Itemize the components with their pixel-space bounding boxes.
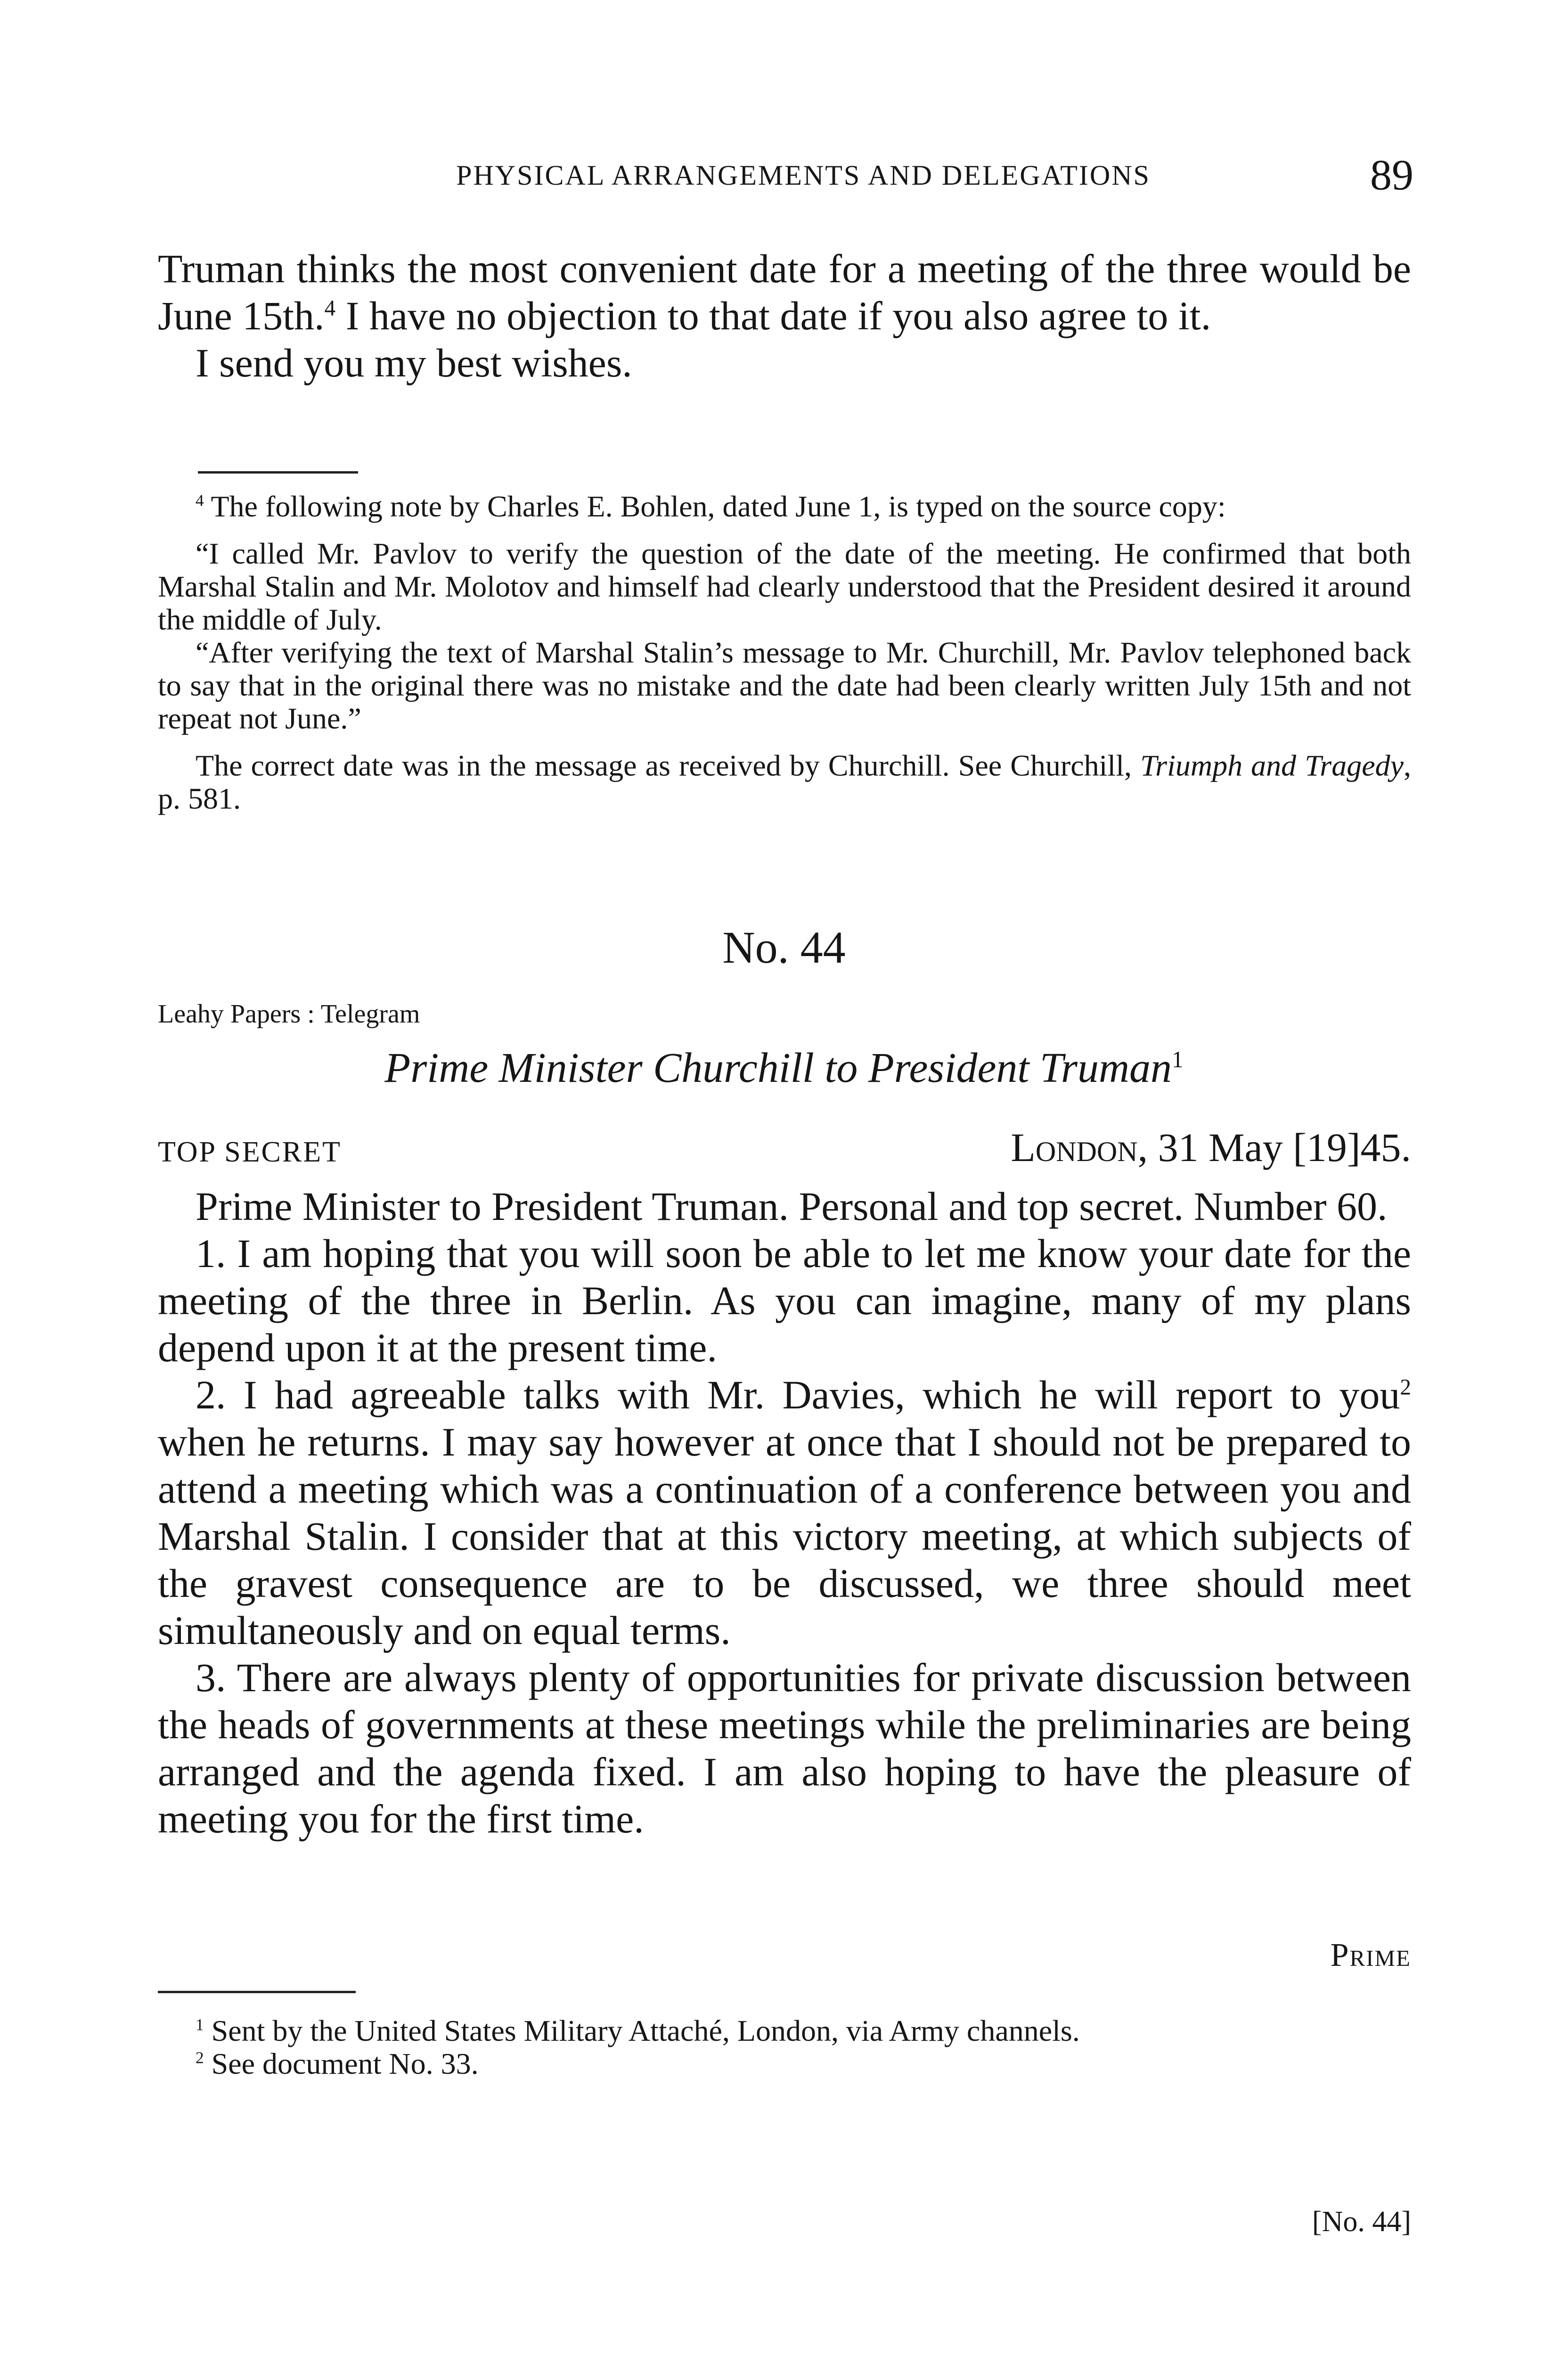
signature: Prime: [1330, 1937, 1411, 1973]
footnote-divider: [198, 471, 358, 474]
continuation-text: [158, 245, 1411, 386]
paragraph-1: 1. I am hoping that you will soon be able to let me know your date for the meeting of the three in Berlin. As you can imagine, many of my plans depend upon it at the present time.: [158, 1231, 1411, 1370]
document-source: Leahy Papers : Telegram: [158, 999, 420, 1029]
footnote-2: $^2$ See document No. 33.: [196, 2047, 479, 2080]
running-header: PHYSICAL ARRANGEMENTS AND DELEGATIONS: [456, 160, 1151, 191]
dateline: London, 31 May [19]45.: [1011, 1125, 1411, 1170]
footnote-marker: 4: [196, 491, 204, 510]
footnote-closing: The correct date was in the message as received by Churchill. See Churchill, Triumph and Tragedy, p. 581.: [158, 749, 1412, 815]
book-title: Triumph and Tragedy: [1140, 749, 1404, 782]
footnote-1: $^1$ Sent by the United States Military Attaché, London, via Army channels.: [196, 2014, 1080, 2047]
footnote-ref-1: 1: [1172, 1047, 1184, 1072]
page-number: 89: [1370, 151, 1413, 199]
document-number: No. 44: [722, 922, 846, 973]
dateline-place: London: [1011, 1125, 1138, 1170]
document-tag: [No. 44]: [1312, 2206, 1411, 2238]
classification-label: TOP SECRET: [158, 1136, 342, 1168]
footnote-divider: [158, 1991, 356, 1993]
footnote-quote: “I called Mr. Pavlov to verify the question of the date of the meeting. He confirmed that both Marshal Stalin and Mr. Molotov and himself had clearly understood that the President desired it around the middle of July.: [158, 537, 1411, 636]
closing-wishes: I send you my best wishes.: [196, 340, 632, 385]
footnote-4: $^4$ The following note by Charles E. Bohlen, dated June 1, is typed on the source copy: “I called Mr. Pavlov to verify the question of the date of the meeting. He confirmed that both Marshal Stalin and Mr. Molotov and himself had clearly understood that the President desired it around the middle of July. “After verifying the text of Marshal Stalin’s message to Mr. Churchill, Mr. Pavlov telephoned back to say that in the original there was no mistake and the date had been clearly written July 15th and not repeat not June.” The correct date was in the message as received by Churchill. See Churchill, Triumph and Tragedy, p. 581.: [158, 490, 1412, 815]
footnote-ref-2: 2: [1400, 1375, 1411, 1400]
telegram-body: [158, 1183, 1411, 1842]
paragraph-3: 3. There are always plenty of opportunities for private discussion between the heads of governments at these meetings while the preliminaries are being arranged and the agenda fixed. I am also hoping to have the pleasure of meeting you for the first time.: [158, 1655, 1411, 1841]
document-heading: Prime Minister Churchill to President Truman$^1$: [384, 1045, 1184, 1091]
continuation-paragraph: Truman thinks the most convenient date for a meeting of the three would be June 15th.$^4$ I have no objection to that date if you also agree to it.: [158, 246, 1411, 338]
preamble: Prime Minister to President Truman. Personal and top secret. Number 60.: [196, 1184, 1388, 1229]
footnote-ref-4: 4: [324, 296, 336, 321]
document-footnotes: [158, 2014, 1411, 2080]
footnote-quote: “After verifying the text of Marshal Stalin’s message to Mr. Churchill, Mr. Pavlov telephoned back to say that in the original there was no mistake and the date had been clearly written July 15th and not repeat not June.”: [158, 636, 1411, 735]
paragraph-2: 2. I had agreeable talks with Mr. Davies, which he will report to you$^2$ when he returns. I may say however at once that I should not be prepared to attend a meeting which was a continuation of a conference between you and Marshal Stalin. I consider that at this victory meeting, at which subjects of the gravest consequence are to be discussed, we three should meet simultaneously and on equal terms.: [158, 1372, 1411, 1653]
